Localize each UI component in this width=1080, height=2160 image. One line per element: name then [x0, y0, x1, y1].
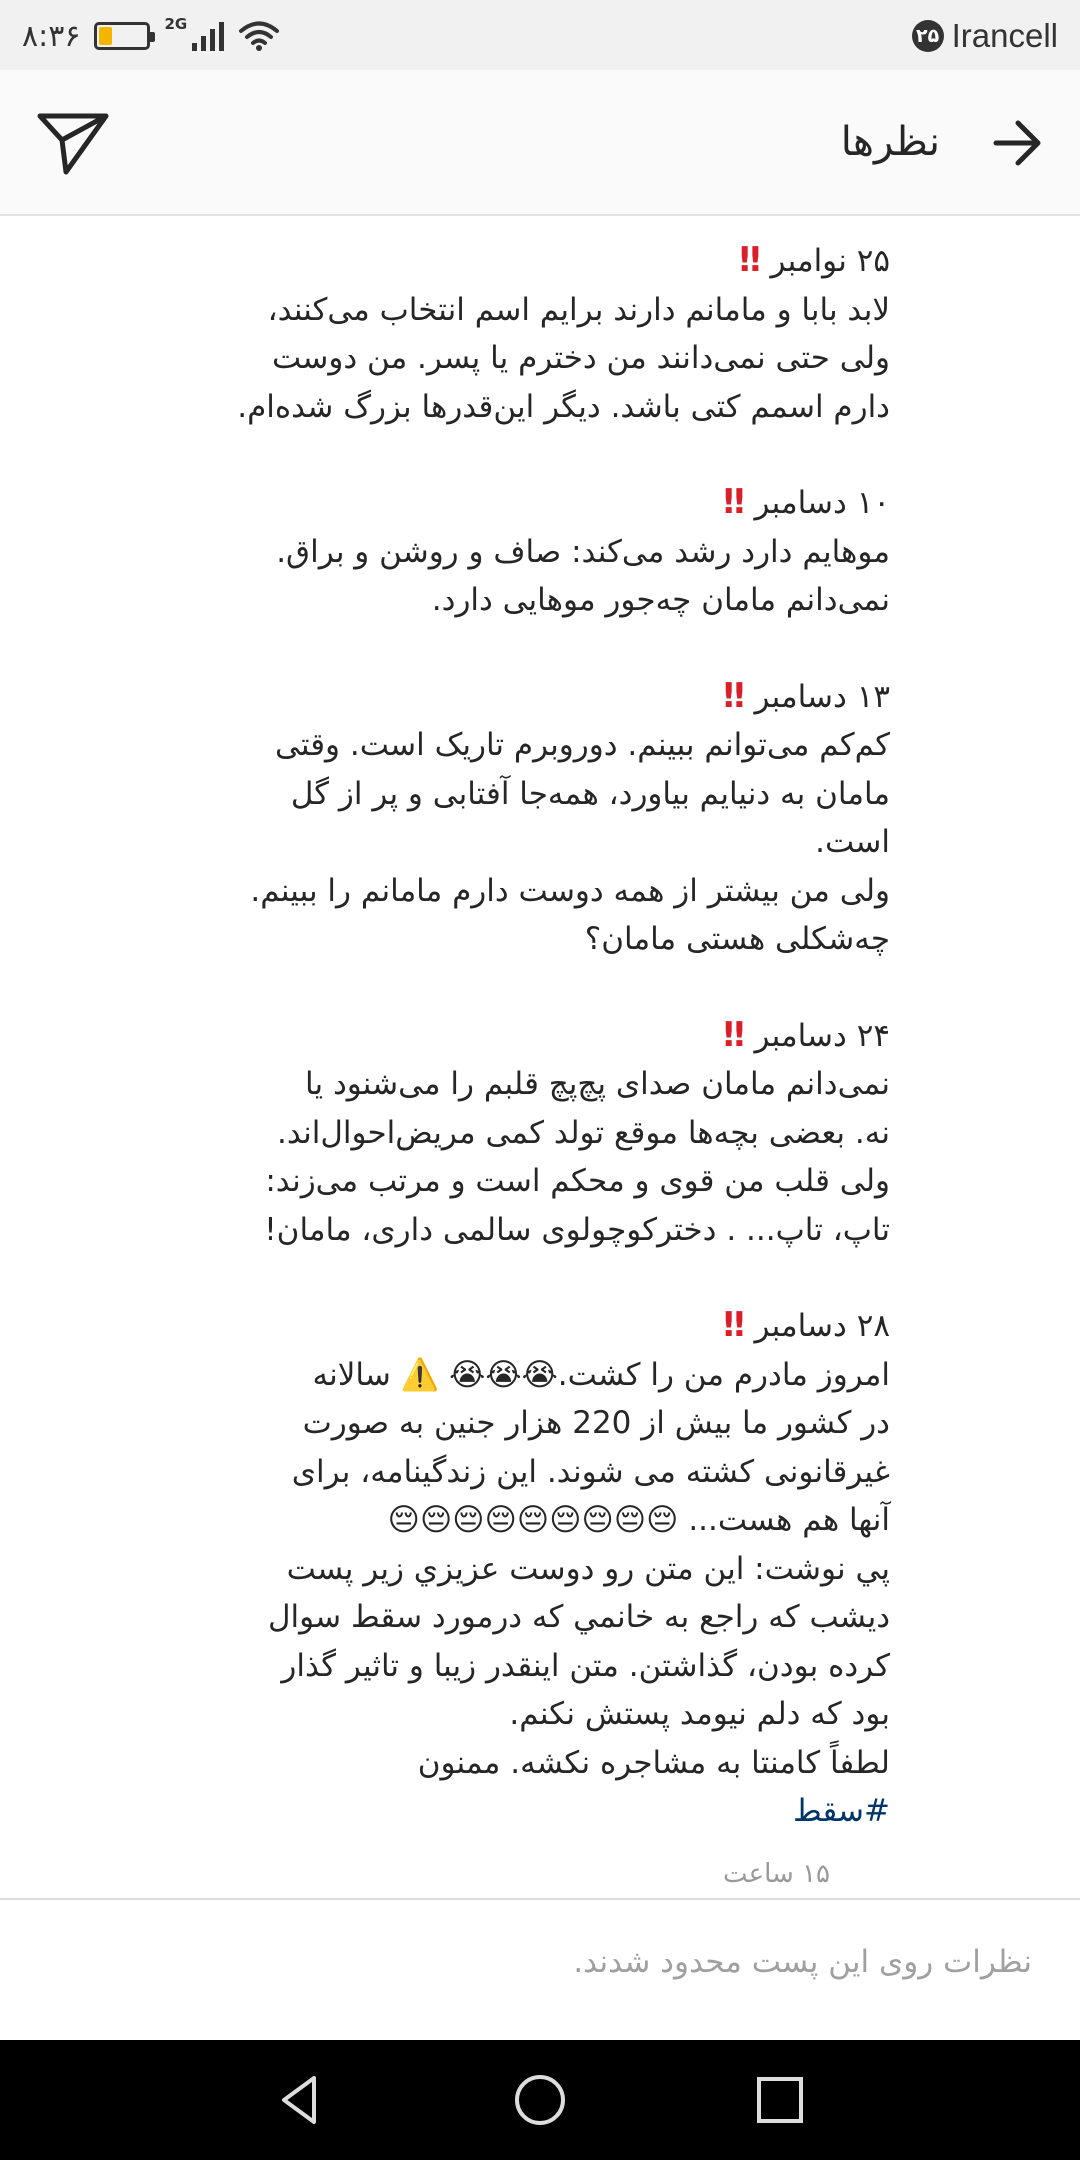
entry-text-line: دارم اسمم کتی باشد. دیگر این‌قدرها بزرگ شده‌ام.: [237, 388, 890, 425]
post-caption: [160, 236, 890, 1898]
entry-text-line: امروز مادرم من را کشت.😭😭😭 ⚠️ سالانه: [312, 1356, 890, 1393]
hashtag-link[interactable]: #سقط: [792, 1793, 890, 1829]
home-circle-icon[interactable]: [510, 2070, 570, 2130]
entry-text-line: آنها هم هست... 😔😔😔😔😔😔😔😔😔: [387, 1502, 890, 1538]
double-exclamation-icon: ‼: [723, 482, 745, 522]
recents-square-icon[interactable]: [750, 2070, 810, 2130]
carrier-name: Irancell: [951, 17, 1058, 54]
entry-date: ۲۴ دسامبر ‼: [723, 1014, 890, 1055]
signal-icon: [191, 21, 225, 51]
entry-text-line: مامان به دنیایم بیاورد، همه‌جا آفتابی و پر از گل: [290, 775, 890, 812]
post-timestamp: ۱۵ ساعت: [723, 1858, 830, 1889]
entry-text-line: ديشب كه راجع به خانمي كه درمورد سقط سوال: [268, 1599, 890, 1635]
entry-text-line: چه‌شکلی هستی مامان؟: [584, 921, 890, 957]
network-type: 2G: [164, 15, 188, 33]
entry-text-line: کم‌کم می‌توانم ببینم. دوروبرم تاریک است. وقتی: [275, 727, 890, 763]
entry-date: ۱۳ دسامبر ‼: [723, 675, 890, 716]
comments-disabled-notice: نظرات روی این پست محدود شدند.: [573, 1944, 1032, 1980]
entry-text-line: در کشور ما بیش از 220 هزار جنین به صورت: [302, 1405, 890, 1441]
entry-text-line: تاپ، تاپ... . دخترکوچولوی سالمی داری، مامان!: [264, 1211, 890, 1248]
diary-entry: [160, 1011, 890, 1255]
diary-entry: [160, 478, 890, 625]
diary-entry: [160, 672, 890, 964]
paper-plane-icon[interactable]: [36, 110, 110, 176]
entry-text-line: است.: [815, 824, 890, 860]
arrow-right-icon[interactable]: [990, 115, 1046, 171]
double-exclamation-icon: ‼: [723, 1014, 745, 1055]
entry-text-line: نمی‌دانم مامان چه‌جور موهایی دارد.: [431, 582, 890, 618]
entry-text-line: ولی من بیشتر از همه دوست دارم مامانم را ببینم.: [250, 872, 890, 909]
status-bar: [0, 0, 1080, 70]
entry-text-line: بود كه دلم نيومد پستش نكنم.: [509, 1696, 890, 1732]
entry-text-line: موهایم دارد رشد می‌کند: صاف و روشن و براق.: [276, 533, 890, 570]
back-triangle-icon[interactable]: [270, 2070, 330, 2130]
double-exclamation-icon: ‼: [723, 675, 745, 716]
page-title: نظرها: [840, 119, 940, 165]
battery-icon: [94, 22, 150, 50]
wifi-icon: [239, 20, 279, 52]
header: [0, 70, 1080, 216]
double-exclamation-icon: ‼: [739, 240, 761, 280]
entry-text-line: ولی حتی نمی‌دانند من دخترم یا پسر. من دوست: [271, 340, 890, 376]
entry-text-line: كرده بودن، گذاشتن. متن اينقدر زيبا و تاثير گذار: [281, 1647, 890, 1684]
entry-text-line: لطفاً كامنتا به مشاجره نكشه. ممنون: [417, 1744, 890, 1781]
diary-entry: [160, 236, 890, 431]
entry-text-line: ولی قلب من قوی و محکم است و مرتب می‌زند:: [265, 1163, 890, 1199]
entry-text-line: نه. بعضی بچه‌ها موقع تولد کمی مریض‌احوال‌اند.: [276, 1114, 890, 1151]
double-exclamation-icon: ‼: [723, 1305, 745, 1345]
status-bar-left: [22, 14, 279, 58]
entry-date: ۱۰ دسامبر ‼: [723, 482, 890, 522]
entry-text-line: نمی‌دانم مامان صدای پچ‌پچ قلبم را می‌شنود یا: [305, 1066, 890, 1102]
entry-date: ۲۵ نوامبر ‼: [739, 240, 890, 280]
status-bar-right: [912, 14, 1058, 58]
system-nav-bar: [0, 2040, 1080, 2160]
comment-bar: [0, 1898, 1080, 2040]
clock: ۸:۳۶: [22, 18, 81, 54]
diary-entry: [160, 1301, 890, 1898]
entry-date: ۲۸ دسامبر ‼: [723, 1305, 890, 1345]
entry-text-line: لابد بابا و مامانم دارند برایم اسم انتخاب می‌کنند،: [267, 291, 890, 328]
entry-text-line: غیرقانونی کشته می شوند. این زندگینامه، برای: [291, 1453, 890, 1490]
sim-badge: ۲۵: [912, 20, 944, 52]
entry-text-line: پي نوشت: اين متن رو دوست عزيزي زير پست: [286, 1550, 890, 1587]
